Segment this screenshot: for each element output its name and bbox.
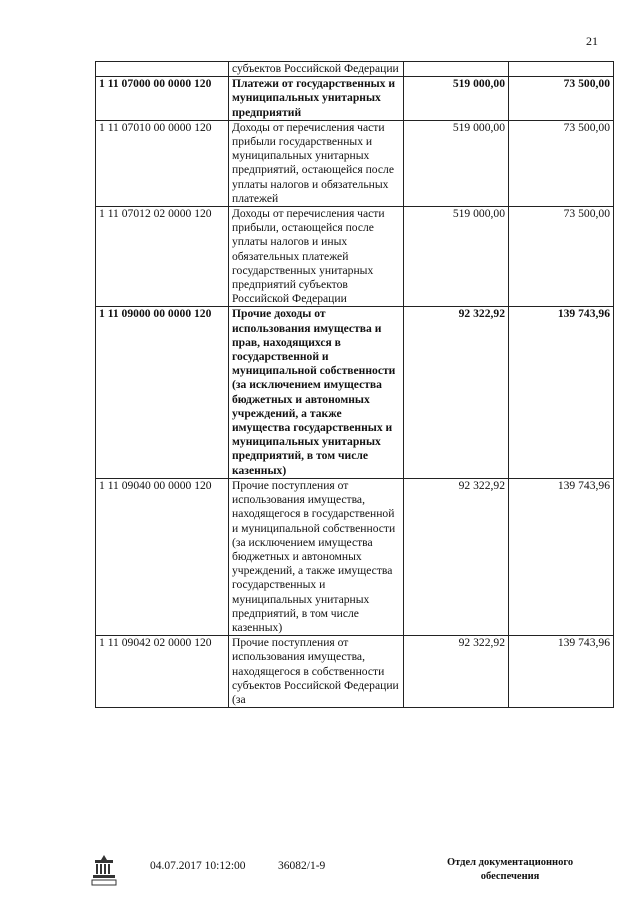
row-value-2016: 139 743,96 (509, 307, 614, 478)
row-value-2016: 73 500,00 (509, 120, 614, 206)
department-line2: обеспечения (480, 871, 540, 882)
table-row (96, 636, 614, 708)
department-line1: Отдел документационного (447, 857, 574, 868)
row-value-2017 (404, 62, 509, 77)
footer-doc-number: 36082/1-9 (278, 860, 326, 872)
table-row (96, 207, 614, 307)
row-value-2016: 73 500,00 (509, 77, 614, 121)
row-value-2017: 519 000,00 (404, 77, 509, 121)
row-name: Платежи от государственных и муниципальных унитарных предприятий (229, 77, 404, 121)
row-code: 1 11 07010 00 0000 120 (96, 120, 229, 206)
row-code: 1 11 09042 02 0000 120 (96, 636, 229, 708)
row-code: 1 11 07000 00 0000 120 (96, 77, 229, 121)
footer-datetime: 04.07.2017 10:12:00 (150, 860, 246, 872)
row-value-2016: 139 743,96 (509, 636, 614, 708)
table-row (96, 62, 614, 77)
table-row (96, 478, 614, 635)
row-value-2016: 73 500,00 (509, 207, 614, 307)
row-value-2017: 519 000,00 (404, 120, 509, 206)
row-value-2017: 92 322,92 (404, 307, 509, 478)
row-code: 1 11 09000 00 0000 120 (96, 307, 229, 478)
row-name: субъектов Российской Федерации (229, 62, 404, 77)
row-code (96, 62, 229, 77)
row-code: 1 11 07012 02 0000 120 (96, 207, 229, 307)
row-value-2016 (509, 62, 614, 77)
duma-building-icon (86, 852, 122, 888)
row-name: Прочие доходы от использования имущества и прав, находящихся в государственной и муниципальной собственности (за исключением имущества бюджетных и автономных учреждений, а также имущества государственных и муниципальных унитарных предприятий, в том числе казенных) (229, 307, 404, 478)
row-code: 1 11 09040 00 0000 120 (96, 478, 229, 635)
row-value-2017: 519 000,00 (404, 207, 509, 307)
row-name: Доходы от перечисления части прибыли государственных и муниципальных унитарных предприятий, остающейся после уплаты налогов и обязательных платежей (229, 120, 404, 206)
row-name: Прочие поступления от использования имущества, находящегося в собственности субъектов Российской Федерации (за (229, 636, 404, 708)
row-value-2017: 92 322,92 (404, 636, 509, 708)
table-row (96, 77, 614, 121)
table-row (96, 120, 614, 206)
page-number: 21 (586, 34, 598, 48)
row-value-2017: 92 322,92 (404, 478, 509, 635)
row-value-2016: 139 743,96 (509, 478, 614, 635)
row-name: Прочие поступления от использования имущества, находящегося в государственной и муниципальной собственности (за исключением имущества бюджетных и автономных учреждений, а также имущества государственных и муниципальных унитарных предприятий, в том числе казенных) (229, 478, 404, 635)
table-row (96, 307, 614, 478)
revenue-table (95, 61, 614, 708)
footer-department (447, 856, 573, 884)
row-name: Доходы от перечисления части прибыли, остающейся после уплаты налогов и иных обязательных платежей государственных унитарных предприятий субъектов Российской Федерации (229, 207, 404, 307)
